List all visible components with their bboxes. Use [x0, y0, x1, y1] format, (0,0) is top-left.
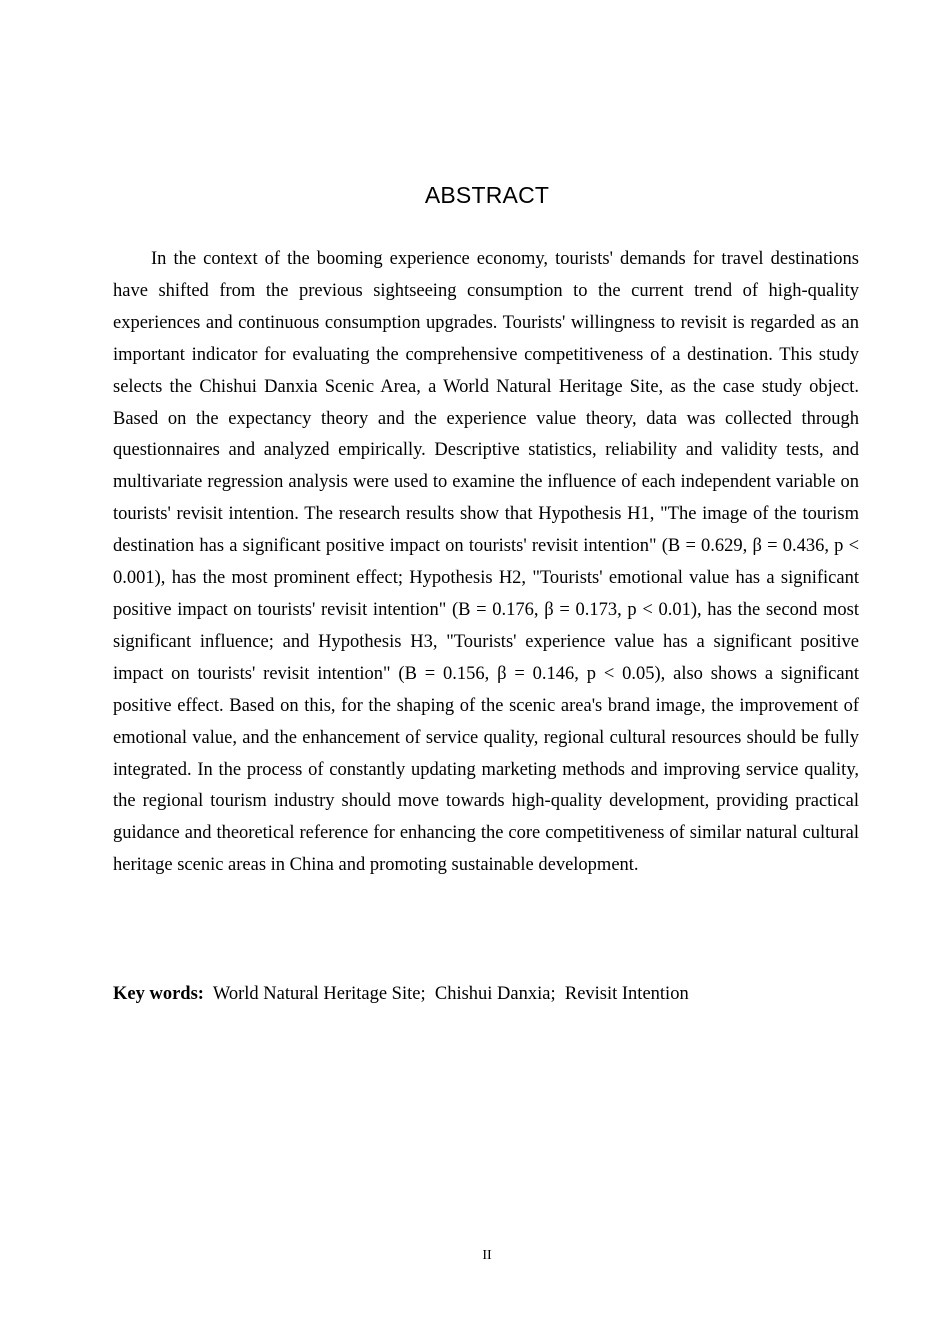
keywords-label: Key words:: [113, 984, 204, 1004]
keywords-line: [113, 979, 859, 1009]
abstract-body: In the context of the booming experience economy, tourists' demands for travel destinations have shifted from the previous sightseeing consumption to the current trend of high-quality experiences and continuous consumption upgrades. Tourists' willingness to revisit is regarded as an important indicator for evaluating the comprehensive competitiveness of a destination. This study selects the Chishui Danxia Scenic Area, a World Natural Heritage Site, as the case study object. Based on the expectancy theory and the experience value theory, data was collected through questionnaires and analyzed empirically. Descriptive statistics, reliability and validity tests, and multivariate regression analysis were used to examine the influence of each independent variable on tourists' revisit intention. The research results show that Hypothesis H1, "The image of the tourism destination has a significant positive impact on tourists' revisit intention" (B = 0.629, β = 0.436, p < 0.001), has the most prominent effect; Hypothesis H2, "Tourists' emotional value has a significant positive impact on tourists' revisit intention" (B = 0.176, β = 0.173, p < 0.01), has the second most significant influence; and Hypothesis H3, "Tourists' experience value has a significant positive impact on tourists' revisit intention" (B = 0.156, β = 0.146, p < 0.05), also shows a significant positive effect. Based on this, for the shaping of the scenic area's brand image, the improvement of emotional value, and the enhancement of service quality, regional cultural resources should be fully integrated. In the process of constantly updating marketing methods and improving service quality, the regional tourism industry should move towards high-quality development, providing practical guidance and theoretical reference for enhancing the core competitiveness of similar natural cultural heritage scenic areas in China and promoting sustainable development.: [113, 249, 859, 876]
abstract-title: ABSTRACT: [424, 182, 550, 208]
keywords-text: World Natural Heritage Site; Chishui Danxia; Revisit Intention: [203, 984, 689, 1004]
page-number: II: [482, 1248, 492, 1263]
